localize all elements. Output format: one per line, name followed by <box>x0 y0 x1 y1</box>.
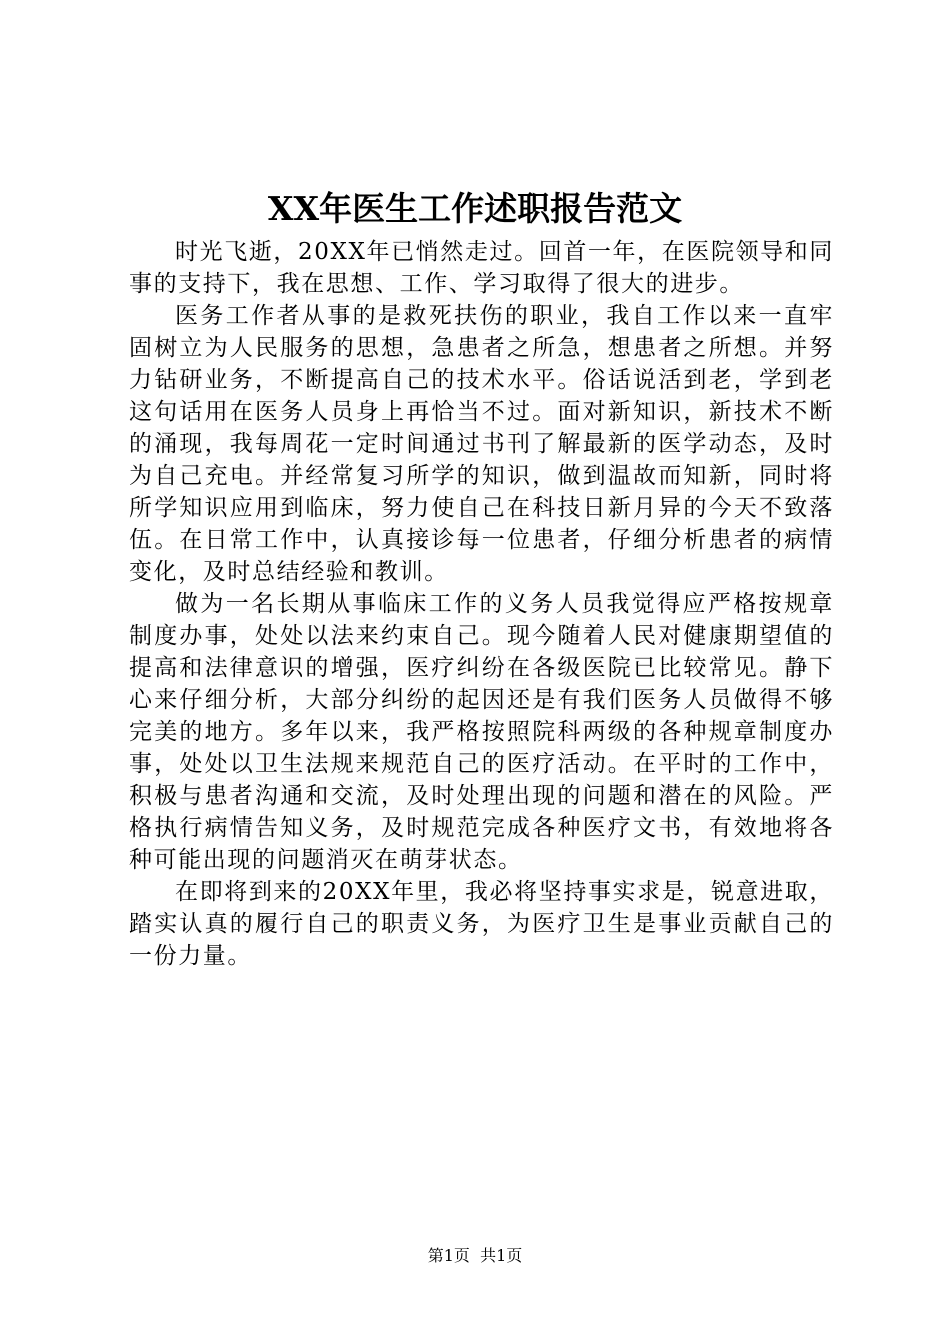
page-number-total: 共1页 <box>480 1246 523 1265</box>
footer-separator <box>470 1246 480 1265</box>
paragraph-intro: 时光飞逝，20XX年已悄然走过。回首一年，在医院领导和同事的支持下，我在思想、工作、学习取得了很大的进步。 <box>129 239 834 297</box>
document-body <box>129 236 834 972</box>
paragraph-outlook: 在即将到来的20XX年里，我必将坚持事实求是，锐意进取，踏实认真的履行自己的职责义务，为医疗卫生是事业贡献自己的一份力量。 <box>129 879 834 969</box>
page-footer <box>0 1244 950 1268</box>
paragraph-regulations: 做为一名长期从事临床工作的义务人员我觉得应严格按规章制度办事，处处以法来约束自己。现今随着人民对健康期望值的提高和法律意识的增强，医疗纠纷在各级医院已比较常见。静下心来仔细分析，大部分纠纷的起因还是有我们医务人员做得不够完美的地方。多年以来，我严格按照院科两级的各种规章制度办事，处处以卫生法规来规范自己的医疗活动。在平时的工作中，积极与患者沟通和交流，及时处理出现的问题和潜在的风险。严格执行病情告知义务，及时规范完成各种医疗文书，有效地将各种可能出现的问题消灭在萌芽状态。 <box>129 591 834 873</box>
document-title: XX年医生工作述职报告范文 <box>267 189 683 228</box>
page-number-current: 第1页 <box>427 1246 470 1265</box>
paragraph-study: 医务工作者从事的是救死扶伤的职业，我自工作以来一直牢固树立为人民服务的思想，急患者之所急，想患者之所想。并努力钻研业务，不断提高自己的技术水平。俗话说活到老，学到老这句话用在医务人员身上再恰当不过。面对新知识，新技术不断的涌现，我每周花一定时间通过书刊了解最新的医学动态，及时为自己充电。并经常复习所学的知识，做到温故而知新，同时将所学知识应用到临床，努力使自己在科技日新月异的今天不致落伍。在日常工作中，认真接诊每一位患者，仔细分析患者的病情变化，及时总结经验和教训。 <box>129 303 834 585</box>
